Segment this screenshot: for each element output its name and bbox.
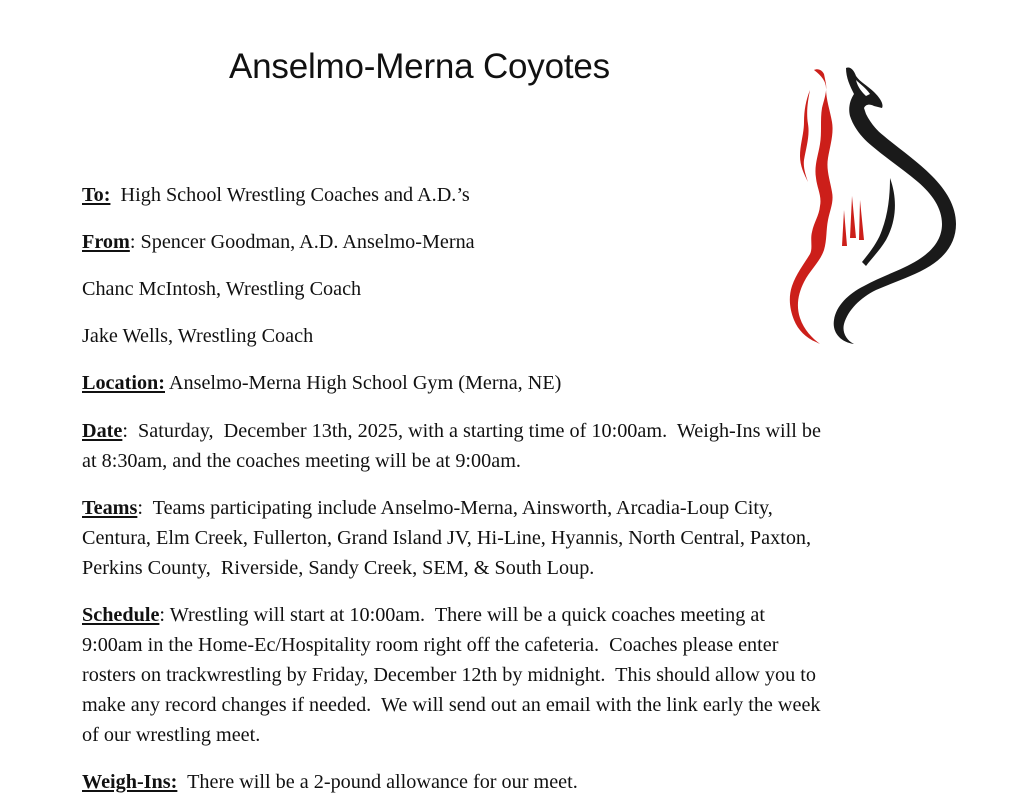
- schedule-line-1: [82, 600, 932, 630]
- weigh-ins-text: There will be a 2-pound allowance for our meet.: [177, 771, 578, 793]
- teams-label: Teams: [82, 497, 138, 519]
- schedule-line-4: make any record changes if needed. We will send out an email with the link early the week: [82, 694, 821, 716]
- memo-teams: [82, 493, 932, 583]
- memo-coach-2: Jake Wells, Wrestling Coach: [82, 325, 314, 347]
- memo-weigh-ins: [82, 767, 932, 797]
- teams-line-1: [82, 493, 932, 523]
- from-label: From: [82, 231, 130, 253]
- memo-coach-1: Chanc McIntosh, Wrestling Coach: [82, 278, 362, 300]
- memo-from: [82, 227, 932, 257]
- schedule-line-3: rosters on trackwrestling by Friday, December 12th by midnight. This should allow you to: [82, 664, 816, 686]
- memo-location: [82, 368, 932, 398]
- date-text-1: : Saturday, December 13th, 2025, with a starting time of 10:00am. Weigh-Ins will be: [122, 420, 821, 442]
- from-text: : Spencer Goodman, A.D. Anselmo-Merna: [129, 231, 475, 253]
- schedule-label: Schedule: [82, 604, 160, 626]
- teams-line-3: Perkins County, Riverside, Sandy Creek, SEM, & South Loup.: [82, 557, 595, 579]
- teams-line-2: Centura, Elm Creek, Fullerton, Grand Island JV, Hi-Line, Hyannis, North Central, Paxton,: [82, 527, 812, 549]
- weigh-ins-label: Weigh-Ins:: [82, 771, 178, 793]
- memo-date: [82, 416, 932, 476]
- page-title: Anselmo-Merna Coyotes: [229, 47, 610, 86]
- date-line-2: at 8:30am, and the coaches meeting will be at 9:00am.: [82, 450, 521, 472]
- schedule-text-1: : Wrestling will start at 10:00am. There will be a quick coaches meeting at: [159, 604, 765, 626]
- memo-schedule: [82, 600, 932, 750]
- teams-text-1: : Teams participating include Anselmo-Merna, Ainsworth, Arcadia-Loup City,: [137, 497, 773, 519]
- memo-to: [82, 180, 932, 210]
- location-text: Anselmo-Merna High School Gym (Merna, NE): [165, 372, 562, 394]
- date-line-1: [82, 416, 932, 446]
- date-label: Date: [82, 420, 123, 442]
- location-label: Location:: [82, 372, 165, 394]
- to-text: High School Wrestling Coaches and A.D.’s: [110, 184, 470, 206]
- schedule-line-5: of our wrestling meet.: [82, 724, 261, 746]
- schedule-line-2: 9:00am in the Home-Ec/Hospitality room right off the cafeteria. Coaches please enter: [82, 634, 779, 656]
- to-label: To:: [82, 184, 111, 206]
